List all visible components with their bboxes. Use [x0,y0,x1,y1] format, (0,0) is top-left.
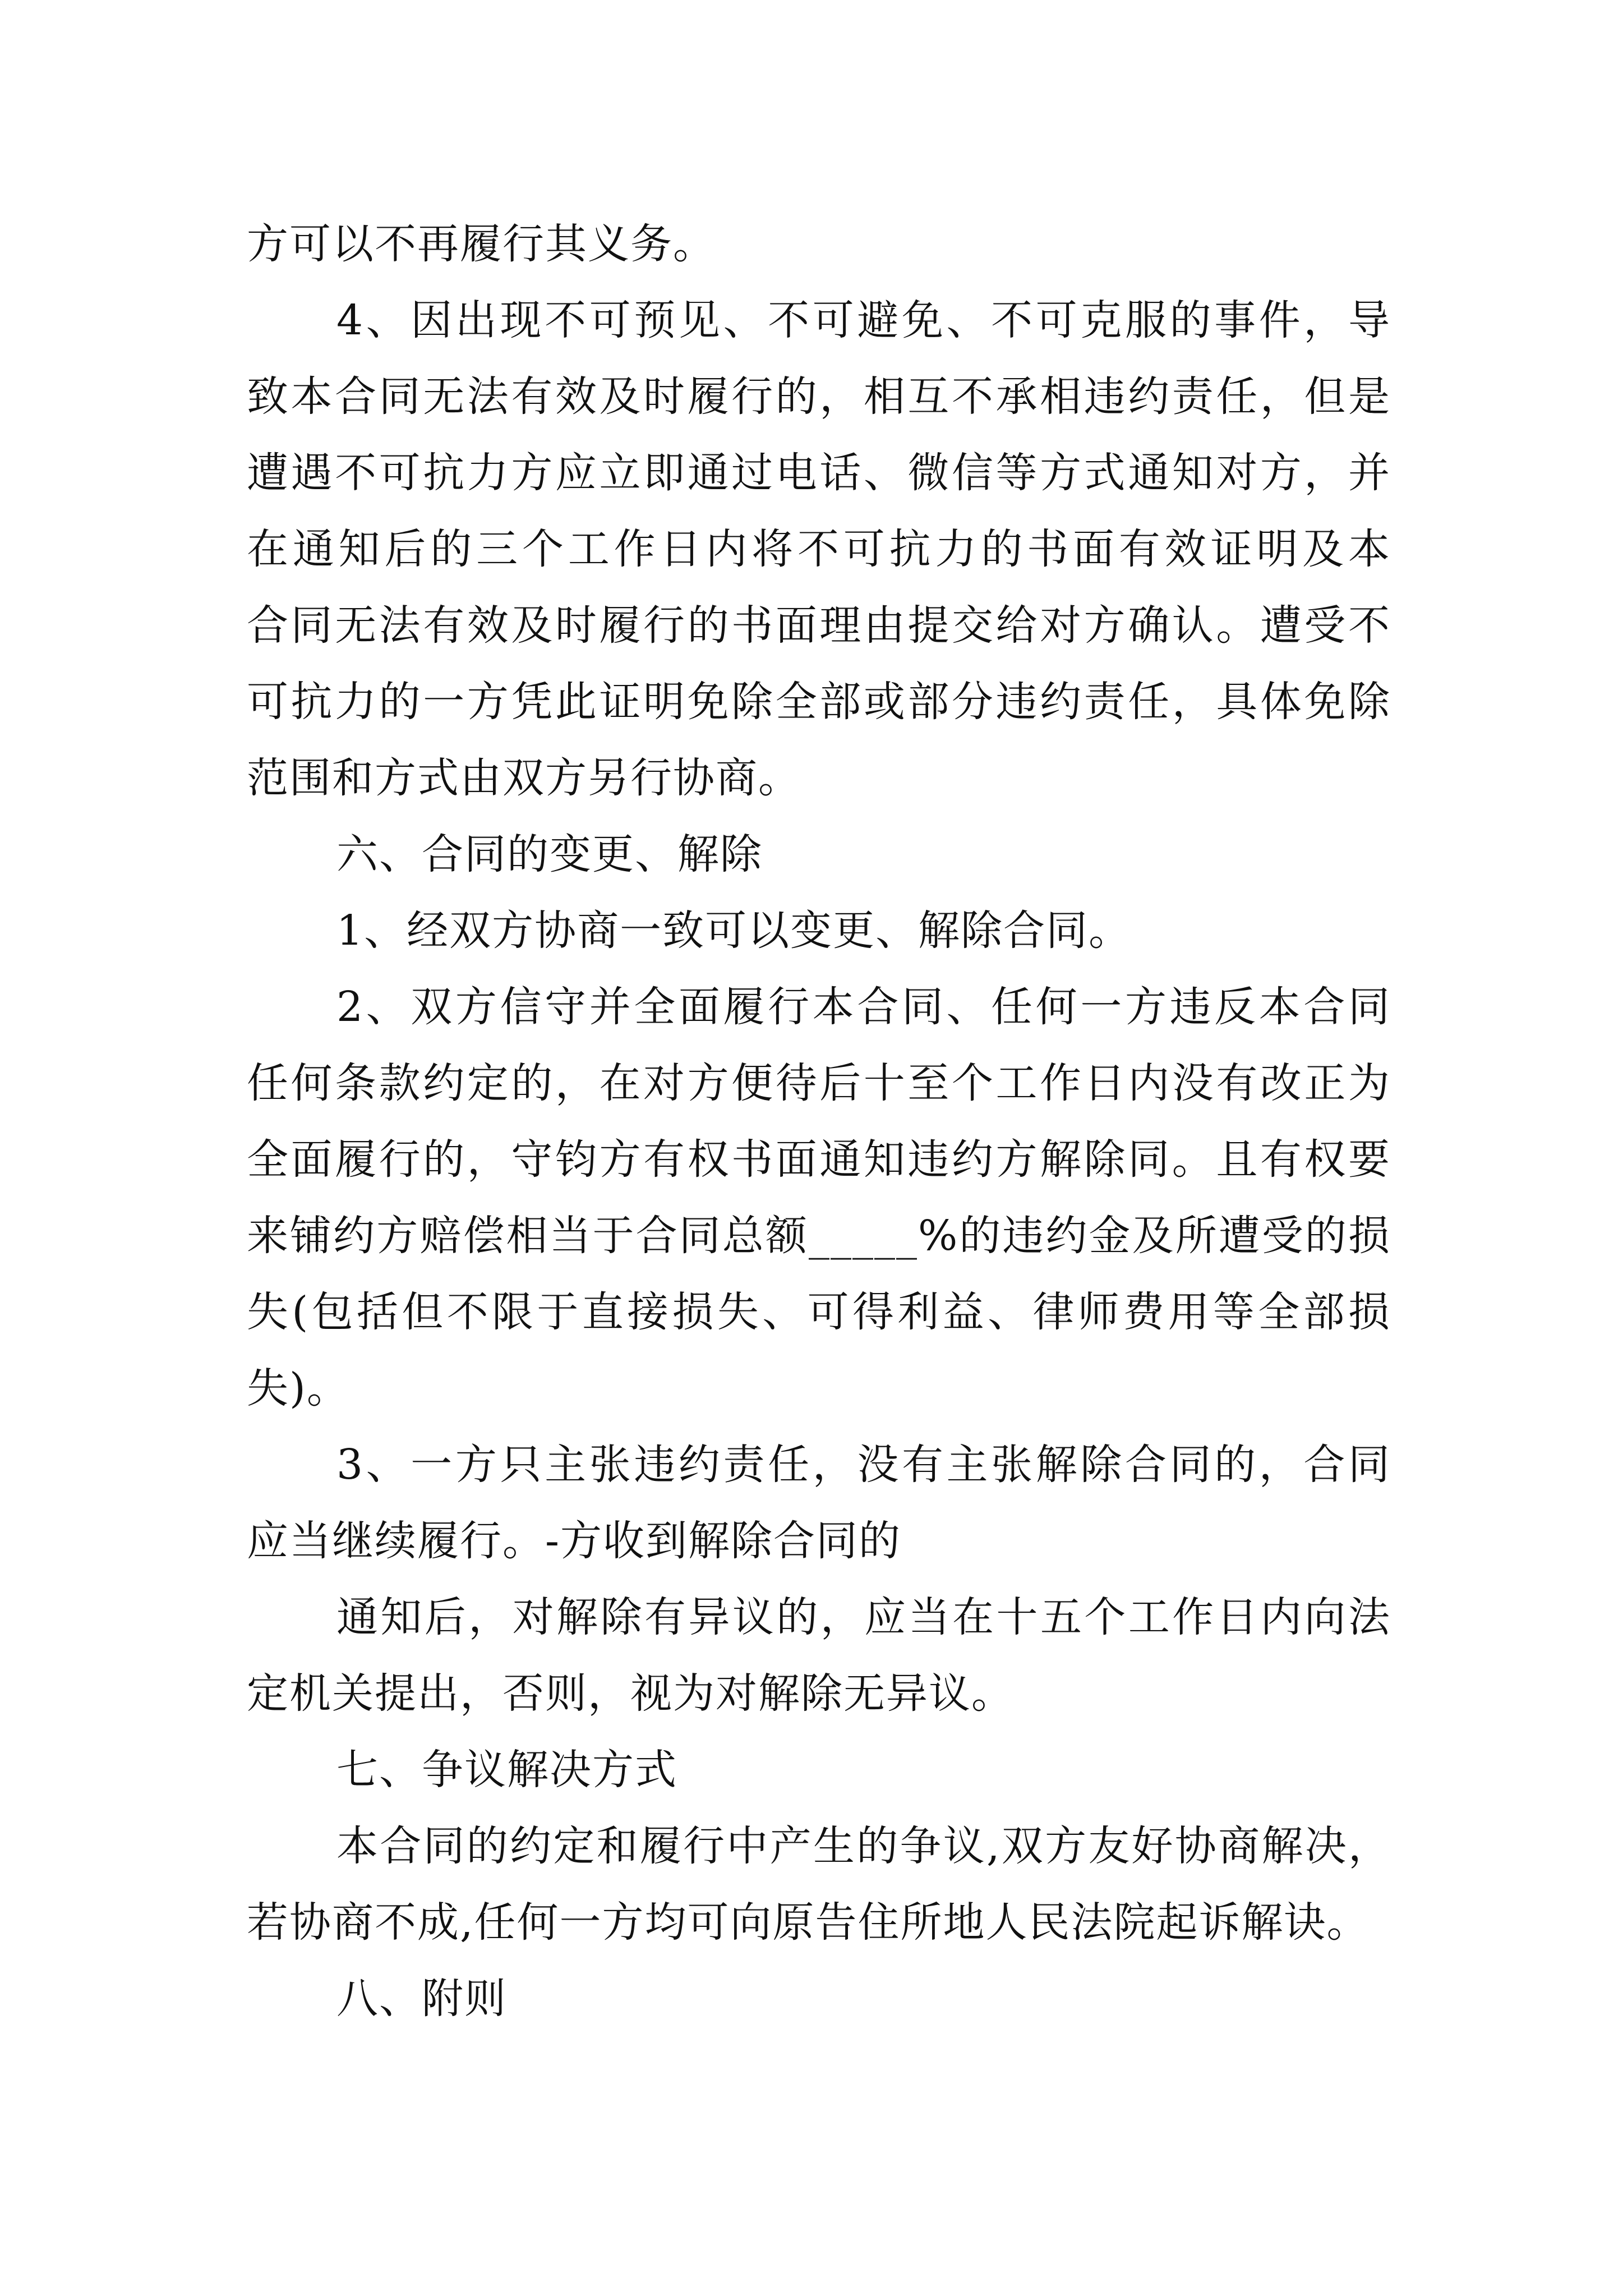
paragraph-line: 1、经双方协商一致可以变更、解除合同。 [336,907,1132,955]
paragraph-line: 方可以不再履行其义务。 [247,220,716,268]
section-heading: 六、合同的变更、解除 [336,830,763,878]
paragraph-line: 通知后，对解除有异议的，应当在十五个工作日内向法 [336,1593,1391,1641]
paragraph-line: 本合同的约定和履行中产生的争议,双方友好协商解决， [336,1822,1391,1870]
section-heading: 七、争议解决方式 [336,1746,677,1794]
paragraph-line: 在通知后的三个工作日内将不可抗力的书面有效证明及本 [247,525,1391,573]
paragraph-line: 应当继续履行。-方收到解除合同的 [247,1517,902,1565]
paragraph-line: 失)。 [247,1364,349,1412]
paragraph-line: 可抗力的一方凭此证明免除全部或部分违约责任，具体免除 [247,678,1391,726]
paragraph-line: 若协商不成,任何一方均可向原告住所地人民法院起诉解诀。 [247,1898,1370,1947]
paragraph-line: 致本合同无法有效及时履行的，相互不承相违约责任，但是 [247,372,1391,421]
paragraph-line: 来铺约方赔偿相当于合同总额_____%的违约金及所遭受的损 [247,1212,1391,1260]
paragraph-line: 范围和方式由双方另行协商。 [247,754,801,802]
paragraph-line: 失(包括但不限于直接损失、可得利益、律师费用等全部损 [247,1288,1391,1336]
section-heading: 八、附则 [336,1975,507,2023]
paragraph-line: 2、双方信守并全面履行本合同、任何一方违反本合同 [336,983,1391,1031]
paragraph-line: 定机关提出，否则，视为对解除无异议。 [247,1669,1014,1718]
paragraph-line: 3、一方只主张违约责任，没有主张解除合同的，合同 [336,1441,1391,1489]
paragraph-line: 任何条款约定的，在对方便待后十至个工作日内没有改正为 [247,1059,1391,1107]
paragraph-line: 4、因出现不可预见、不可避免、不可克服的事件，导 [336,296,1391,344]
paragraph-line: 合同无法有效及时履行的书面理由提交给对方确认。遭受不 [247,601,1391,650]
paragraph-line: 遭遇不可抗力方应立即通过电话、微信等方式通知对方，并 [247,449,1391,497]
paragraph-line: 全面履行的，守钧方有权书面通知违约方解除同。且有权要 [247,1135,1391,1184]
